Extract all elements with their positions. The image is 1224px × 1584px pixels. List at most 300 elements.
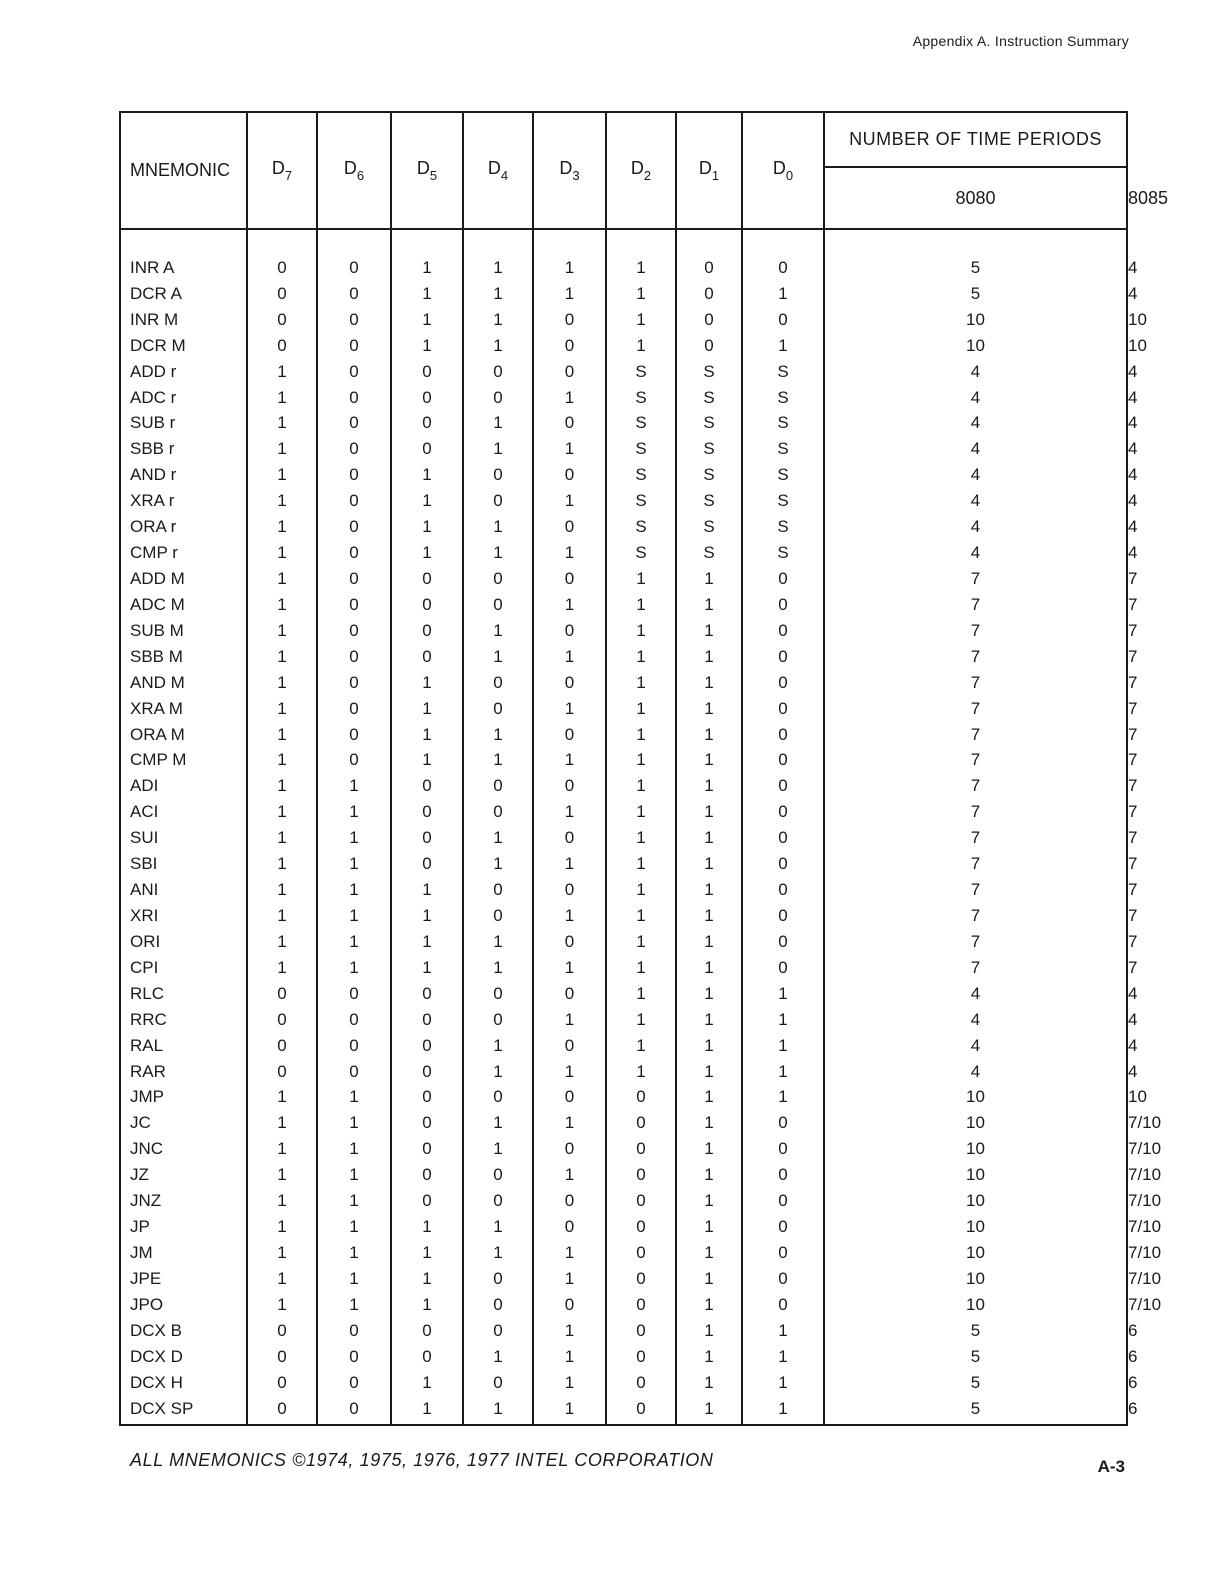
cell-d4: 1 (463, 333, 533, 359)
cell-d4: 1 (463, 1136, 533, 1162)
cell-mnemonic: JPE (120, 1266, 247, 1292)
cell-d2: 0 (606, 1136, 676, 1162)
cell-d4: 0 (463, 670, 533, 696)
cell-d4: 1 (463, 411, 533, 437)
cell-d0: 1 (742, 1318, 824, 1344)
cell-d4: 0 (463, 1162, 533, 1188)
cell-d2: S (606, 514, 676, 540)
cell-d0: 1 (742, 1370, 824, 1396)
cell-d3: 0 (533, 670, 606, 696)
cell-d5: 0 (391, 1085, 463, 1111)
cell-d5: 1 (391, 229, 463, 281)
cell-mnemonic: DCX D (120, 1344, 247, 1370)
cell-d1: 1 (676, 851, 742, 877)
cell-d5: 0 (391, 1136, 463, 1162)
cell-d2: 1 (606, 1059, 676, 1085)
cell-d6: 0 (317, 1318, 391, 1344)
cell-d3: 0 (533, 618, 606, 644)
table-row: SBI 1 1 0 1 1 1 1 0 7 7 (120, 851, 1127, 877)
cell-d4: 1 (463, 436, 533, 462)
cell-d2: 1 (606, 229, 676, 281)
cell-d4: 0 (463, 981, 533, 1007)
cell-d0: 0 (742, 1214, 824, 1240)
cell-d4: 0 (463, 359, 533, 385)
cell-d7: 0 (247, 281, 317, 307)
cell-d6: 0 (317, 1344, 391, 1370)
cell-d3: 1 (533, 696, 606, 722)
cell-d3: 1 (533, 281, 606, 307)
cell-d2: 1 (606, 281, 676, 307)
cell-time-8080: 4 (824, 514, 1127, 540)
cell-d4: 1 (463, 1214, 533, 1240)
cell-d7: 1 (247, 722, 317, 748)
cell-time-8080: 10 (824, 1266, 1127, 1292)
cell-d3: 1 (533, 748, 606, 774)
table-row: JPE 1 1 1 0 1 0 1 0 10 7/10 (120, 1266, 1127, 1292)
cell-d4: 1 (463, 722, 533, 748)
cell-d4: 1 (463, 644, 533, 670)
cell-d1: 1 (676, 1007, 742, 1033)
cell-d7: 1 (247, 773, 317, 799)
cell-mnemonic: ACI (120, 799, 247, 825)
cell-mnemonic: JM (120, 1240, 247, 1266)
cell-d2: 1 (606, 333, 676, 359)
cell-d5: 0 (391, 566, 463, 592)
cell-d5: 0 (391, 981, 463, 1007)
table-row: ORA M 1 0 1 1 0 1 1 0 7 7 (120, 722, 1127, 748)
cell-d6: 0 (317, 333, 391, 359)
cell-d2: S (606, 462, 676, 488)
cell-d0: 0 (742, 566, 824, 592)
cell-mnemonic: RAL (120, 1033, 247, 1059)
cell-d4: 0 (463, 488, 533, 514)
cell-d5: 1 (391, 1370, 463, 1396)
cell-d6: 0 (317, 670, 391, 696)
cell-d2: 1 (606, 566, 676, 592)
table-row: JNZ 1 1 0 0 0 0 1 0 10 7/10 (120, 1188, 1127, 1214)
cell-time-8080: 7 (824, 722, 1127, 748)
cell-d0: 1 (742, 333, 824, 359)
cell-d6: 0 (317, 618, 391, 644)
cell-d0: 0 (742, 825, 824, 851)
cell-d2: 0 (606, 1188, 676, 1214)
table-row: AND r 1 0 1 0 0 S S S 4 4 (120, 462, 1127, 488)
cell-d4: 0 (463, 903, 533, 929)
cell-time-8080: 4 (824, 981, 1127, 1007)
cell-d4: 1 (463, 1033, 533, 1059)
cell-d4: 1 (463, 618, 533, 644)
cell-d6: 1 (317, 1240, 391, 1266)
cell-mnemonic: DCR M (120, 333, 247, 359)
cell-d6: 0 (317, 514, 391, 540)
cell-d3: 0 (533, 1136, 606, 1162)
table-row: ADC r 1 0 0 0 1 S S S 4 4 (120, 385, 1127, 411)
cell-d5: 1 (391, 540, 463, 566)
cell-d0: 0 (742, 1188, 824, 1214)
cell-d5: 1 (391, 748, 463, 774)
cell-d3: 0 (533, 1085, 606, 1111)
cell-d7: 1 (247, 385, 317, 411)
cell-time-8080: 10 (824, 1162, 1127, 1188)
cell-d3: 1 (533, 385, 606, 411)
cell-time-8080: 10 (824, 1136, 1127, 1162)
cell-d0: 0 (742, 1110, 824, 1136)
cell-d5: 0 (391, 1162, 463, 1188)
cell-mnemonic: CMP M (120, 748, 247, 774)
cell-time-8080: 10 (824, 1292, 1127, 1318)
cell-d1: 1 (676, 1059, 742, 1085)
bit-column-header-d6: $D_6$ (317, 112, 391, 229)
cell-d7: 1 (247, 644, 317, 670)
cell-d1: 1 (676, 670, 742, 696)
cell-d4: 1 (463, 825, 533, 851)
cell-d5: 1 (391, 514, 463, 540)
cell-d2: 1 (606, 592, 676, 618)
cell-d5: 0 (391, 1344, 463, 1370)
cell-d3: 0 (533, 1292, 606, 1318)
cell-d7: 1 (247, 566, 317, 592)
table-row: INR A 0 0 1 1 1 1 0 0 5 4 (120, 229, 1127, 281)
table-row: CMP M 1 0 1 1 1 1 1 0 7 7 (120, 748, 1127, 774)
cell-time-8080: 10 (824, 1214, 1127, 1240)
cell-d1: 1 (676, 1085, 742, 1111)
table-row: ADI 1 1 0 0 0 1 1 0 7 7 (120, 773, 1127, 799)
cell-d0: 0 (742, 229, 824, 281)
cell-time-8080: 7 (824, 799, 1127, 825)
cell-d5: 1 (391, 488, 463, 514)
cell-d7: 0 (247, 1318, 317, 1344)
cell-d5: 0 (391, 1059, 463, 1085)
cell-d0: 0 (742, 748, 824, 774)
cell-d7: 1 (247, 462, 317, 488)
cell-mnemonic: SUB r (120, 411, 247, 437)
cell-time-8080: 4 (824, 488, 1127, 514)
cell-d1: 0 (676, 333, 742, 359)
cell-d0: 0 (742, 877, 824, 903)
cell-d0: 0 (742, 1162, 824, 1188)
cell-d6: 0 (317, 748, 391, 774)
cell-d6: 0 (317, 229, 391, 281)
cell-d5: 0 (391, 1033, 463, 1059)
cell-d7: 1 (247, 670, 317, 696)
cell-d2: 0 (606, 1110, 676, 1136)
cell-d2: S (606, 385, 676, 411)
cell-d7: 0 (247, 333, 317, 359)
cell-d1: S (676, 436, 742, 462)
cell-mnemonic: ADI (120, 773, 247, 799)
cell-time-8080: 10 (824, 1240, 1127, 1266)
cell-d7: 1 (247, 903, 317, 929)
cell-d4: 0 (463, 1318, 533, 1344)
cell-d4: 0 (463, 592, 533, 618)
cell-d0: 0 (742, 592, 824, 618)
cell-d6: 1 (317, 851, 391, 877)
cell-d0: 1 (742, 1396, 824, 1426)
cell-d4: 1 (463, 540, 533, 566)
bit-column-header-d3: $D_3$ (533, 112, 606, 229)
table-row: XRA r 1 0 1 0 1 S S S 4 4 (120, 488, 1127, 514)
cell-d2: 1 (606, 644, 676, 670)
mnemonic-column-header: MNEMONIC (120, 112, 247, 229)
cell-mnemonic: SUI (120, 825, 247, 851)
table-row: AND M 1 0 1 0 0 1 1 0 7 7 (120, 670, 1127, 696)
cell-mnemonic: SBI (120, 851, 247, 877)
cell-d0: 1 (742, 1007, 824, 1033)
cell-d1: 1 (676, 799, 742, 825)
cell-mnemonic: ANI (120, 877, 247, 903)
cell-d1: 1 (676, 1162, 742, 1188)
cell-time-8080: 7 (824, 748, 1127, 774)
cell-d0: 0 (742, 1240, 824, 1266)
cell-d3: 1 (533, 540, 606, 566)
cell-d0: S (742, 488, 824, 514)
cell-d2: 0 (606, 1318, 676, 1344)
cell-mnemonic: JMP (120, 1085, 247, 1111)
table-row: ORI 1 1 1 1 0 1 1 0 7 7 (120, 929, 1127, 955)
table-row: XRA M 1 0 1 0 1 1 1 0 7 7 (120, 696, 1127, 722)
table-row: DCX D 0 0 0 1 1 0 1 1 5 6 (120, 1344, 1127, 1370)
cell-time-8080: 7 (824, 618, 1127, 644)
cell-d5: 1 (391, 1292, 463, 1318)
cell-d2: 0 (606, 1370, 676, 1396)
cell-d4: 0 (463, 1266, 533, 1292)
cell-d5: 1 (391, 307, 463, 333)
cell-d2: S (606, 436, 676, 462)
cell-d5: 1 (391, 333, 463, 359)
cell-d4: 1 (463, 1240, 533, 1266)
cell-d1: 1 (676, 566, 742, 592)
cell-d3: 1 (533, 903, 606, 929)
cell-d7: 1 (247, 696, 317, 722)
cell-d3: 1 (533, 1162, 606, 1188)
cell-mnemonic: ADD M (120, 566, 247, 592)
cell-d0: 0 (742, 903, 824, 929)
cell-d5: 0 (391, 1188, 463, 1214)
cell-d6: 1 (317, 1188, 391, 1214)
cell-time-8080: 10 (824, 1188, 1127, 1214)
table-row: SUB M 1 0 0 1 0 1 1 0 7 7 (120, 618, 1127, 644)
cell-d6: 1 (317, 903, 391, 929)
cell-mnemonic: XRA r (120, 488, 247, 514)
cell-d6: 0 (317, 592, 391, 618)
cell-mnemonic: ORA M (120, 722, 247, 748)
cell-d4: 0 (463, 799, 533, 825)
cell-d3: 0 (533, 411, 606, 437)
cell-d1: 1 (676, 773, 742, 799)
cell-d1: 1 (676, 1188, 742, 1214)
cell-d1: 1 (676, 1292, 742, 1318)
cell-d2: S (606, 488, 676, 514)
cell-d2: 0 (606, 1240, 676, 1266)
cell-d6: 0 (317, 359, 391, 385)
cell-d5: 1 (391, 955, 463, 981)
cell-d6: 0 (317, 462, 391, 488)
cell-d5: 1 (391, 696, 463, 722)
cell-d7: 1 (247, 1292, 317, 1318)
cell-time-8080: 4 (824, 1007, 1127, 1033)
cell-d1: 1 (676, 981, 742, 1007)
table-row: SUI 1 1 0 1 0 1 1 0 7 7 (120, 825, 1127, 851)
cell-d3: 1 (533, 1396, 606, 1426)
table-row: RLC 0 0 0 0 0 1 1 1 4 4 (120, 981, 1127, 1007)
cell-d6: 0 (317, 696, 391, 722)
cell-d7: 1 (247, 488, 317, 514)
cell-d7: 1 (247, 1085, 317, 1111)
cell-d4: 0 (463, 1188, 533, 1214)
table-row: SUB r 1 0 0 1 0 S S S 4 4 (120, 411, 1127, 437)
cell-d6: 0 (317, 411, 391, 437)
table-row: INR M 0 0 1 1 0 1 0 0 10 10 (120, 307, 1127, 333)
cell-d3: 0 (533, 825, 606, 851)
cell-time-8080: 7 (824, 825, 1127, 851)
cell-d2: 1 (606, 981, 676, 1007)
cell-time-8080: 4 (824, 359, 1127, 385)
table-body (120, 229, 1162, 1425)
cell-d1: S (676, 359, 742, 385)
table-row: ANI 1 1 1 0 0 1 1 0 7 7 (120, 877, 1127, 903)
cell-d7: 0 (247, 1396, 317, 1426)
cell-d1: 1 (676, 1396, 742, 1426)
cell-d4: 1 (463, 1396, 533, 1426)
cell-d1: 0 (676, 229, 742, 281)
cell-mnemonic: JP (120, 1214, 247, 1240)
cell-d0: 0 (742, 1266, 824, 1292)
cell-time-8080: 7 (824, 566, 1127, 592)
cell-mnemonic: SUB M (120, 618, 247, 644)
cell-d7: 0 (247, 229, 317, 281)
cell-d2: 0 (606, 1344, 676, 1370)
cell-d4: 0 (463, 1085, 533, 1111)
cell-d4: 1 (463, 307, 533, 333)
cell-d6: 0 (317, 307, 391, 333)
table-row: CMP r 1 0 1 1 1 S S S 4 4 (120, 540, 1127, 566)
cell-mnemonic: DCX SP (120, 1396, 247, 1426)
table-row: DCX SP 0 0 1 1 1 0 1 1 5 6 (120, 1396, 1127, 1426)
cell-d3: 1 (533, 851, 606, 877)
cell-time-8080: 4 (824, 436, 1127, 462)
cell-d4: 1 (463, 955, 533, 981)
cell-d2: 1 (606, 851, 676, 877)
cell-time-8080: 5 (824, 229, 1127, 281)
cell-d7: 1 (247, 1214, 317, 1240)
time-8080-column-header: 8080 (824, 167, 1127, 229)
cell-d6: 1 (317, 1162, 391, 1188)
cell-d1: 1 (676, 929, 742, 955)
cell-d3: 1 (533, 1059, 606, 1085)
cell-d6: 1 (317, 1110, 391, 1136)
cell-time-8080: 5 (824, 1344, 1127, 1370)
cell-d7: 0 (247, 1370, 317, 1396)
cell-d6: 0 (317, 1059, 391, 1085)
cell-time-8080: 7 (824, 851, 1127, 877)
table-row: RAL 0 0 0 1 0 1 1 1 4 4 (120, 1033, 1127, 1059)
cell-d5: 0 (391, 1007, 463, 1033)
cell-time-8080: 5 (824, 1318, 1127, 1344)
table-row: ADD M 1 0 0 0 0 1 1 0 7 7 (120, 566, 1127, 592)
cell-d3: 0 (533, 307, 606, 333)
table-row: RAR 0 0 0 1 1 1 1 1 4 4 (120, 1059, 1127, 1085)
cell-mnemonic: AND r (120, 462, 247, 488)
cell-d0: 0 (742, 929, 824, 955)
cell-d7: 1 (247, 1266, 317, 1292)
bit-column-header-d7: $D_7$ (247, 112, 317, 229)
cell-d3: 1 (533, 592, 606, 618)
instruction-summary-table (119, 111, 1169, 1426)
cell-mnemonic: RAR (120, 1059, 247, 1085)
cell-d0: 0 (742, 696, 824, 722)
cell-d5: 0 (391, 618, 463, 644)
cell-d7: 0 (247, 307, 317, 333)
cell-d2: 1 (606, 903, 676, 929)
cell-d5: 1 (391, 877, 463, 903)
cell-d5: 0 (391, 436, 463, 462)
cell-d7: 1 (247, 851, 317, 877)
cell-d2: 1 (606, 877, 676, 903)
cell-time-8080: 4 (824, 411, 1127, 437)
table-row: JMP 1 1 0 0 0 0 1 1 10 10 (120, 1085, 1127, 1111)
cell-d2: 0 (606, 1214, 676, 1240)
cell-mnemonic: RLC (120, 981, 247, 1007)
cell-time-8080: 7 (824, 929, 1127, 955)
cell-d7: 1 (247, 540, 317, 566)
cell-d2: S (606, 359, 676, 385)
cell-d4: 0 (463, 773, 533, 799)
cell-d1: 0 (676, 307, 742, 333)
cell-d7: 1 (247, 748, 317, 774)
cell-d0: 0 (742, 851, 824, 877)
cell-d3: 1 (533, 436, 606, 462)
cell-d1: 1 (676, 1370, 742, 1396)
cell-d6: 0 (317, 488, 391, 514)
cell-d7: 1 (247, 411, 317, 437)
cell-d6: 0 (317, 566, 391, 592)
cell-time-8080: 7 (824, 877, 1127, 903)
cell-mnemonic: ADD r (120, 359, 247, 385)
cell-time-8080: 7 (824, 670, 1127, 696)
cell-time-8080: 10 (824, 307, 1127, 333)
cell-d7: 1 (247, 1136, 317, 1162)
cell-d0: S (742, 359, 824, 385)
cell-d1: 1 (676, 1344, 742, 1370)
cell-d7: 1 (247, 592, 317, 618)
cell-d1: 1 (676, 618, 742, 644)
cell-time-8080: 7 (824, 773, 1127, 799)
cell-d1: 1 (676, 825, 742, 851)
cell-d7: 1 (247, 955, 317, 981)
cell-d4: 1 (463, 851, 533, 877)
cell-mnemonic: DCR A (120, 281, 247, 307)
cell-d7: 1 (247, 1162, 317, 1188)
bit-column-header-d5: $D_5$ (391, 112, 463, 229)
cell-d1: S (676, 462, 742, 488)
cell-time-8080: 4 (824, 540, 1127, 566)
cell-d4: 1 (463, 229, 533, 281)
cell-d1: 1 (676, 1266, 742, 1292)
cell-mnemonic: XRI (120, 903, 247, 929)
cell-d1: S (676, 411, 742, 437)
cell-d4: 0 (463, 877, 533, 903)
cell-d3: 0 (533, 1214, 606, 1240)
cell-d7: 1 (247, 1188, 317, 1214)
cell-d4: 1 (463, 1059, 533, 1085)
cell-d2: 0 (606, 1292, 676, 1318)
table-row: DCR M 0 0 1 1 0 1 0 1 10 10 (120, 333, 1127, 359)
cell-time-8080: 10 (824, 1085, 1127, 1111)
cell-d1: 1 (676, 696, 742, 722)
cell-d5: 0 (391, 592, 463, 618)
cell-time-8080: 4 (824, 462, 1127, 488)
cell-d7: 1 (247, 1110, 317, 1136)
